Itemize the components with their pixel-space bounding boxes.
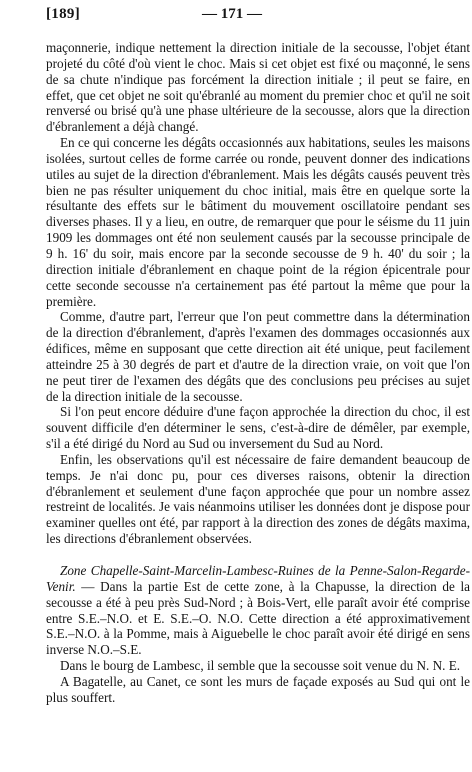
zone-text: — Dans la partie Est de cette zone, à la Chapusse, la direction de la secousse a été à peu près Sud-Nord ; à Bois-Vert, elle paraît avoir été comprise entre S.E.–N.O. et E. S.E.–O. N.O. Cette direction a été approximativement S.E.–N.O. à la Pomme, mais à Aiguebelle le choc paraît avoir été dirigé en sens inverse N.O.–S.E. [46, 578, 470, 658]
page-number: — 171 — [202, 6, 262, 22]
paragraph-lambesc: Dans le bourg de Lambesc, il semble que la secousse soit venue du N. N. E. [60, 658, 461, 674]
paragraph-error-estimate: Comme, d'autre part, l'erreur que l'on peut commettre dans la détermination de la direction d'ébranlement, d'après l'examen des dommages occasionnés aux édifices, même en supposant que cette direction ait été unique, peut facilement atteindre 25 à 30 degrés de part et d'autre de la direction vraie, on voit que l'on ne peut tirer de l'examen des dégâts que des conclusions peu précises au sujet de la direction initiale de la secousse. [46, 309, 470, 404]
paragraph-habitations: En ce qui concerne les dégâts occasionnés aux habitations, seules les maisons isolées, surtout celles de forme carrée ou ronde, peuvent donner des indications utiles au sujet de la direction d'ébranlement. Mais les dégâts causés peuvent très bien ne pas résulter uniquement du choc initial, mais être en quelque sorte la résultante des effets sur le bâtiment du mouvement oscillatoire pendant ses diverses phases. Il y a lieu, en outre, de remarquer que pour le séisme du 11 juin 1909 les dommages ont été non seulement causés par la secousse principale de 9 h. 16' du soir, mais encore par la seconde secousse de 9 h. 40' du soir ; la direction initiale d'ébranlement en chaque point de la région épicentrale pour cette seconde secousse n'a certainement pas été partout la même que pour la première. [46, 135, 470, 309]
page-reference: [189] [46, 6, 80, 22]
section-gap [46, 547, 470, 563]
paragraph-observations: Enfin, les observations qu'il est nécessaire de faire demandent beaucoup de temps. Je n'ai donc pu, pour ces diverses raisons, obtenir la direction d'ébranlement et seulement d'une façon approchée que pour un nombre assez restreint de localités. Je vais néanmoins utiliser les données dont je dispose pour examiner quelles ont été, par rapport à la direction des zones de dégâts maxima, les directions d'ébranlement observées. [46, 451, 470, 547]
paragraph-shock-sense: Si l'on peut encore déduire d'une façon approchée la direction du choc, il est souvent difficile d'en déterminer le sens, c'est-à-dire de démêler, par exemple, s'il a été dirigé du Nord au Sud ou inversement du Sud au Nord. [46, 404, 470, 452]
zone-paragraph [46, 563, 470, 658]
page-header [46, 6, 466, 30]
paragraph-bagatelle: A Bagatelle, au Canet, ce sont les murs de façade exposés au Sud qui ont le plus souffert. [46, 673, 470, 705]
body-text [46, 40, 470, 706]
zone-title: Zone Chapelle-Saint-Marcelin-Lambesc-Ruines de la Penne-Salon-Regarde-Venir. [46, 563, 470, 594]
paragraph-continuation: maçonnerie, indique nettement la direction initiale de la secousse, l'objet étant projeté du côté d'où vient le choc. Mais si cet objet est fixé ou maçonné, le sens de sa chute n'indique pas forcément la direction initiale ; il peut se faire, en effet, que cet objet ne soit qu'ébranlé au moment du premier choc et qu'il ne soit renversé ou brisé qu'à une phase ultérieure de la secousse, alors que la direction d'ébranlement a déjà changé. [46, 40, 470, 135]
